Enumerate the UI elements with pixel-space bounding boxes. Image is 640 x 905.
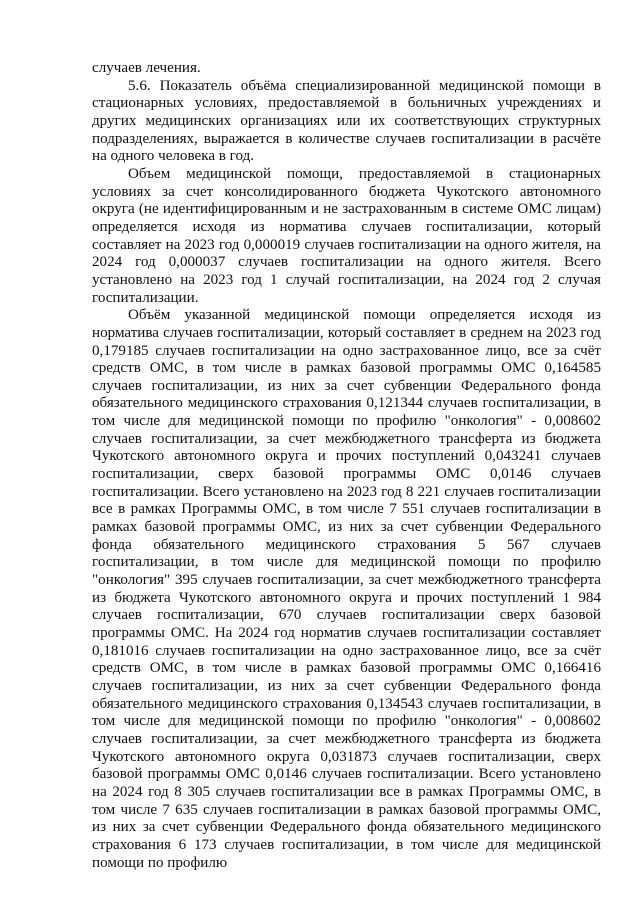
paragraph-oms-volume: Объём указанной медицинской помощи определяется исходя из норматива случаев госпитализации, который составляет в среднем на 2023 год 0,179185 случаев госпитализации на одно застрахованное лицо, все за счёт средств ОМС, в том числе в рамках базовой программы ОМС 0,164585 случаев госпитализации, из них за счет субвенции Федерального фонда обязательного медицинского страхования 0,121344 случаев госпитализации, в том числе для медицинской помощи по профилю "онкология" - 0,008602 случаев госпитализации, за счет межбюджетного трансферта из бюджета Чукотского автономного округа и прочих поступлений 0,043241 случаев госпитализации, сверх базовой программы ОМС 0,0146 случаев госпитализации. Всего установлено на 2023 год 8 221 случаев госпитализации все в рамках Программы ОМС, в том числе 7 551 случаев госпитализации в рамках базовой программы ОМС, из них за счет субвенции Федерального фонда обязательного медицинского страхования 5 567 случаев госпитализации, в том числе для медицинской помощи по профилю "онкология" 395 случаев госпитализации, за счет межбюджетного трансферта из бюджета Чукотского автономного округа и прочих поступлений 1 984 случаев госпитализации, 670 случаев госпитализации сверх базовой программы ОМС. На 2024 год норматив случаев госпитализации составляет 0,181016 случаев госпитализации на одно застрахованное лицо, все за счёт средств ОМС, в том числе в рамках базовой программы ОМС 0,166416 случаев госпитализации, из них за счет субвенции Федерального фонда обязательного медицинского страхования 0,134543 случаев госпитализации, в том числе для медицинской помощи по профилю "онкология" - 0,008602 случаев госпитализации, за счет межбюджетного трансферта из бюджета Чукотского автономного округа 0,031873 случаев госпитализации, сверх базовой программы ОМС 0,0146 случаев госпитализации. Всего установлено на 2024 год 8 305 случаев госпитализации все в рамках Программы ОМС, в том числе 7 635 случаев госпитализации в рамках базовой программы ОМС, из них за счет субвенции Федерального фонда обязательного медицинского страхования 6 173 случаев госпитализации, в том числе для медицинской помощи по профилю [92,307,601,871]
document-page [92,60,601,872]
paragraph-budget-volume: Объем медицинской помощи, предоставляемой в стационарных условиях за счет консолидированного бюджета Чукотского автономного округа (не идентифицированным и не застрахованным в системе ОМС лицам) определяется исходя из норматива случаев госпитализации, который составляет на 2023 год 0,000019 случаев госпитализации на одного жителя, на 2024 год 0,000037 случаев госпитализации на одного жителя. Всего установлено на 2023 год 1 случай госпитализации, на 2024 год 2 случая госпитализации. [92,165,601,306]
paragraph-continuation: случаев лечения. [92,60,201,76]
paragraph-section-5-6: 5.6. Показатель объёма специализированной медицинской помощи в стационарных условиях, предоставляемой в больничных учреждениях и других медицинских организациях или их соответствующих структурных подразделениях, выражается в количестве случаев госпитализации в расчёте на одного человека в год. [92,77,601,165]
